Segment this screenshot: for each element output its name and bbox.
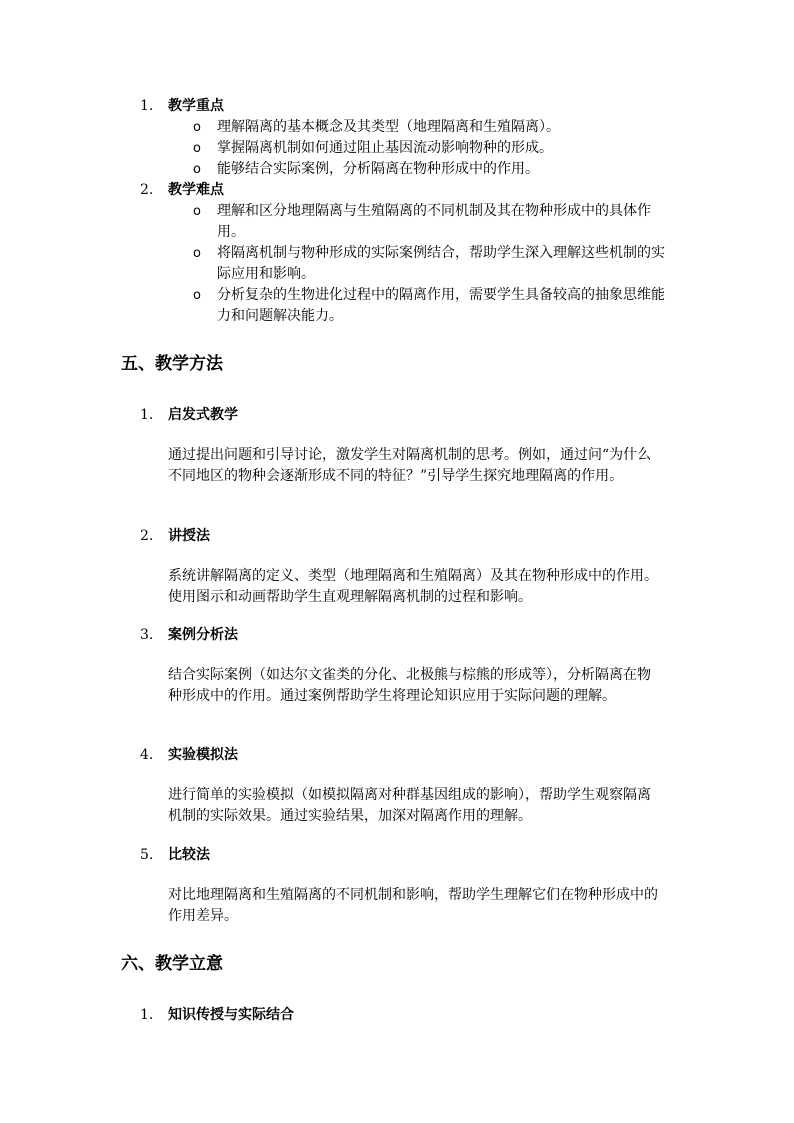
- list-number: 5.: [140, 847, 154, 863]
- method-title: 启发式教学: [168, 407, 238, 423]
- sub-list-item: [0, 117, 667, 138]
- section-heading-teaching-intent: 六、教学立意: [121, 954, 223, 974]
- method-description: 通过提出问题和引导讨论，激发学生对隔离机制的思考。例如，通过问“为什么不同地区的物种会逐渐形成不同的特征？”引导学生探究地理隔离的作用。: [168, 447, 652, 484]
- method-item: [0, 405, 794, 487]
- method-description: 系统讲解隔离的定义、类型（地理隔离和生殖隔离）及其在物种形成中的作用。使用图示和动画帮助学生直观理解隔离机制的过程和影响。: [168, 568, 658, 605]
- list-item-title: 教学重点: [168, 98, 224, 114]
- method-description: 对比地理隔离和生殖隔离的不同机制和影响，帮助学生理解它们在物种形成中的作用差异。: [168, 887, 658, 924]
- method-description: 进行简单的实验模拟（如模拟隔离对种群基因组成的影响），帮助学生观察隔离机制的实际效果。通过实验结果，加深对隔离作用的理解。: [168, 787, 651, 824]
- method-heading: [0, 745, 794, 766]
- list-number: 1.: [140, 1007, 154, 1023]
- method-heading: [0, 526, 794, 547]
- list-number: 1.: [140, 407, 154, 423]
- method-heading: [0, 625, 794, 646]
- sub-item-text: 理解隔离的基本概念及其类型（地理隔离和生殖隔离）。: [217, 119, 560, 135]
- sub-item-text: 分析复杂的生物进化过程中的隔离作用，需要学生具备较高的抽象思维能力和问题解决能力。: [217, 287, 665, 324]
- list-number: 4.: [140, 747, 154, 763]
- list-item-difficulties: [0, 180, 794, 201]
- sub-list-item: [0, 285, 667, 327]
- section-heading-teaching-methods: 五、教学方法: [121, 354, 223, 374]
- sub-item-text: 能够结合实际案例，分析隔离在物种形成中的作用。: [217, 161, 539, 177]
- method-description: 结合实际案例（如达尔文雀类的分化、北极熊与棕熊的形成等），分析隔离在物种形成中的作用。通过案例帮助学生将理论知识应用于实际问题的理解。: [168, 667, 651, 704]
- list-number: 2.: [140, 528, 154, 544]
- intent-heading: [0, 1005, 794, 1026]
- method-title: 实验模拟法: [168, 747, 238, 763]
- sub-item-text: 理解和区分地理隔离与生殖隔离的不同机制及其在物种形成中的具体作用。: [217, 203, 651, 240]
- sub-list-item: [0, 138, 667, 159]
- sub-list-item: [0, 159, 667, 180]
- sub-list-item: [0, 201, 667, 243]
- method-heading: [0, 845, 794, 866]
- teaching-focus-list: [0, 96, 794, 327]
- method-item: [0, 745, 794, 827]
- method-title: 讲授法: [168, 528, 210, 544]
- difficulties-sublist: [0, 201, 794, 327]
- method-item: [0, 526, 794, 608]
- hollow-bullet-icon: o: [193, 162, 201, 177]
- list-number: 3.: [140, 627, 154, 643]
- sub-list-item: [0, 243, 667, 285]
- list-item-key-points: [0, 96, 794, 117]
- hollow-bullet-icon: o: [193, 141, 201, 156]
- intent-item: [0, 1005, 794, 1026]
- method-item: [0, 845, 794, 927]
- hollow-bullet-icon: o: [193, 120, 201, 135]
- hollow-bullet-icon: o: [193, 288, 201, 303]
- hollow-bullet-icon: o: [193, 204, 201, 219]
- sub-item-text: 将隔离机制与物种形成的实际案例结合，帮助学生深入理解这些机制的实际应用和影响。: [217, 245, 665, 282]
- method-item: [0, 625, 794, 707]
- method-title: 案例分析法: [168, 627, 238, 643]
- list-item-title: 教学难点: [168, 182, 224, 198]
- sub-item-text: 掌握隔离机制如何通过阻止基因流动影响物种的形成。: [217, 140, 553, 156]
- intent-title: 知识传授与实际结合: [168, 1007, 294, 1023]
- method-heading: [0, 405, 794, 426]
- key-points-sublist: [0, 117, 794, 180]
- list-number: 1.: [140, 98, 154, 114]
- list-number: 2.: [140, 182, 154, 198]
- hollow-bullet-icon: o: [193, 246, 201, 261]
- method-title: 比较法: [168, 847, 210, 863]
